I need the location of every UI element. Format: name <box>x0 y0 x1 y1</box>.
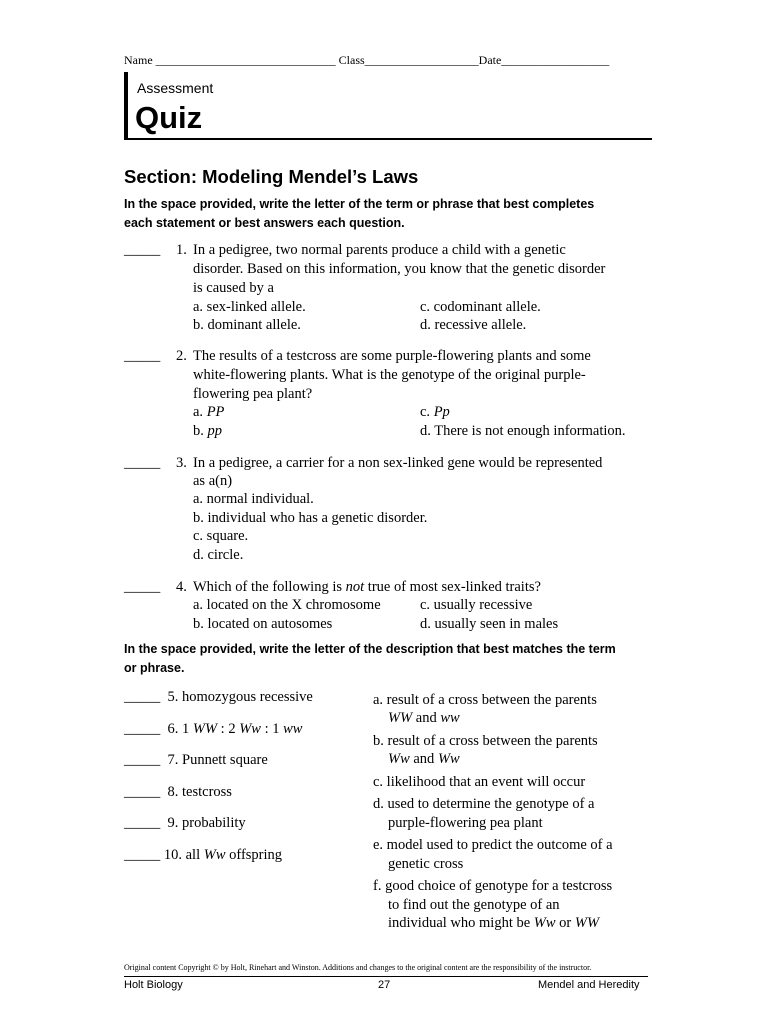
question-number: 4. <box>176 579 187 595</box>
instructions-1 <box>124 195 654 232</box>
option-c: c. square. <box>193 528 249 544</box>
question-number: 2. <box>176 348 187 364</box>
option-b: b. pp <box>193 423 222 439</box>
question-text: In a pedigree, two normal parents produce a child with a genetic <box>193 242 566 258</box>
instructions-2-line-2: or phrase. <box>124 660 185 675</box>
section-title: Section: Modeling Mendel’s Laws <box>124 166 419 187</box>
matching-item-6: _____ 6. 1 WW : 2 Ww : 1 ww <box>124 721 303 737</box>
description-a-cont: WW and ww <box>388 710 460 726</box>
description-b: b. result of a cross between the parents <box>373 733 598 749</box>
option-d: d. usually seen in males <box>420 616 559 632</box>
matching-item-8: _____ 8. testcross <box>124 784 232 800</box>
option-d: d. There is not enough information. <box>420 423 626 439</box>
description-e: e. model used to predict the outcome of a <box>373 837 613 853</box>
question-text: flowering pea plant? <box>193 386 313 402</box>
footer-book-title: Holt Biology <box>124 979 183 991</box>
matching-item-10: _____ 10. all Ww offspring <box>124 847 283 863</box>
answer-blank[interactable]: _____ <box>124 348 161 364</box>
question-text: is caused by a <box>193 280 274 296</box>
answer-blank[interactable]: _____ <box>124 752 161 768</box>
answer-blank[interactable]: _____ <box>124 579 161 595</box>
description-d: d. used to determine the genotype of a <box>373 796 595 812</box>
question-text: Which of the following is not true of most sex-linked traits? <box>193 579 541 595</box>
page-number: 27 <box>378 979 391 991</box>
instructions-2-line-1: In the space provided, write the letter of the description that best matches the term <box>124 642 616 656</box>
instructions-2 <box>124 640 654 677</box>
option-c: c. usually recessive <box>420 597 533 613</box>
question-text: disorder. Based on this information, you know that the genetic disorder <box>193 261 606 277</box>
description-a: a. result of a cross between the parents <box>373 692 597 708</box>
description-f-cont-2: individual who might be Ww or WW <box>388 915 600 931</box>
answer-blank[interactable]: _____ <box>124 721 161 737</box>
instructions-1-line-2: each statement or best answers each question. <box>124 215 405 230</box>
option-a: a. normal individual. <box>193 491 314 507</box>
option-b: b. located on autosomes <box>193 616 333 632</box>
question-number: 3. <box>176 455 187 471</box>
option-c: c. codominant allele. <box>420 299 541 315</box>
answer-blank[interactable]: _____ <box>124 815 161 831</box>
footer-chapter-title: Mendel and Heredity <box>538 979 640 991</box>
question-text: In a pedigree, a carrier for a non sex-linked gene would be represented <box>193 455 603 471</box>
assessment-label: Assessment <box>137 80 214 96</box>
option-a: a. PP <box>193 404 225 420</box>
option-d: d. circle. <box>193 547 244 563</box>
description-d-cont: purple-flowering pea plant <box>388 815 543 831</box>
option-a: a. sex-linked allele. <box>193 299 306 315</box>
question-text: as a(n) <box>193 473 233 489</box>
description-c: c. likelihood that an event will occur <box>373 774 586 790</box>
footer-divider <box>124 976 648 977</box>
answer-blank[interactable]: _____ <box>124 242 161 258</box>
description-e-cont: genetic cross <box>388 856 464 872</box>
question-text: The results of a testcross are some purple-flowering plants and some <box>193 348 591 364</box>
matching-item-7: _____ 7. Punnett square <box>124 752 268 768</box>
option-a: a. located on the X chromosome <box>193 597 381 613</box>
instructions-1-line-1: In the space provided, write the letter of the term or phrase that best completes <box>124 197 595 211</box>
answer-blank[interactable]: _____ <box>124 847 161 863</box>
question-number: 1. <box>176 242 187 258</box>
matching-item-9: _____ 9. probability <box>124 815 246 831</box>
answer-blank[interactable]: _____ <box>124 784 161 800</box>
answer-blank[interactable]: _____ <box>124 455 161 471</box>
matching-item-5: _____ 5. homozygous recessive <box>124 689 313 705</box>
question-text: white-flowering plants. What is the genotype of the original purple- <box>193 367 586 383</box>
description-b-cont: Ww and Ww <box>388 751 460 767</box>
option-b: b. dominant allele. <box>193 317 301 333</box>
name-class-date-line: Name ______________________________ Class___________________Date__________________ <box>124 53 610 67</box>
page-title: Quiz <box>135 100 203 135</box>
description-f: f. good choice of genotype for a testcross <box>373 878 613 894</box>
option-d: d. recessive allele. <box>420 317 527 333</box>
answer-blank[interactable]: _____ <box>124 689 161 705</box>
copyright-notice: Original content Copyright © by Holt, Rinehart and Winston. Additions and changes to the original content are the responsibility of the instructor. <box>124 963 592 972</box>
option-b: b. individual who has a genetic disorder. <box>193 510 428 526</box>
option-c: c. Pp <box>420 404 450 420</box>
description-f-cont: to find out the genotype of an <box>388 897 560 913</box>
